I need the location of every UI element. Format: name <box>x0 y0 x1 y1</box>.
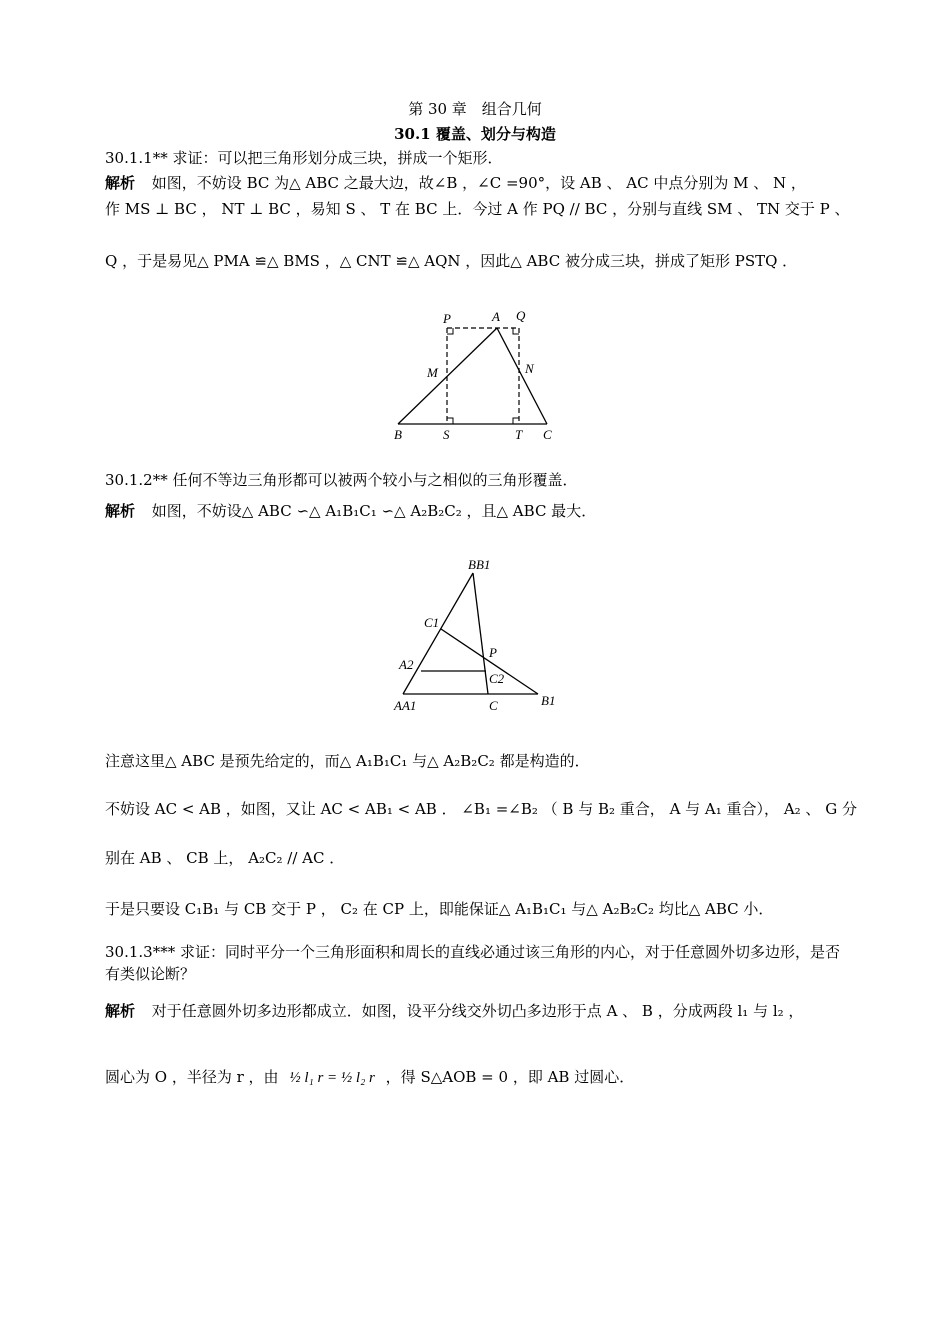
solution-30-1-2-line-5: 于是只要设 C₁B₁ 与 CB 交于 P ， C₂ 在 CP 上，即能保证△ A₁B₁C₁ 与△ A₂B₂C₂ 均比△ ABC 小． <box>105 900 774 918</box>
solution-text: 如图，不妨设 BC 为△ ABC 之最大边，故∠B ，∠C =90°，设 AB 、 AC 中点分别为 M 、 N ， <box>151 174 806 192</box>
solution-label: 解析 <box>105 174 136 192</box>
chapter-title: 第 30 章 组合几何 <box>408 100 542 118</box>
label-c1: C1 <box>424 615 440 630</box>
solution-30-1-2-line-4: 别在 AB 、 CB 上， A₂C₂ // AC ． <box>105 849 345 867</box>
solution-30-1-3-line-1 <box>105 1000 850 1022</box>
solution-text: 对于任意圆外切多边形都成立．如图，设平分线交外切凸多边形于点 A 、 B ，分成两段 l₁ 与 l₂ ， <box>151 1002 804 1020</box>
solution-30-1-2-line-1 <box>105 500 850 522</box>
side-ab <box>403 573 473 694</box>
solution-text-a: 圆心为 O ，半径为 r ，由 <box>105 1068 279 1086</box>
label-s: S <box>443 427 450 442</box>
label-n: N <box>525 361 534 376</box>
label-c: C <box>543 427 552 442</box>
solution-30-1-1-line-1 <box>105 172 850 194</box>
label-bb1 <box>468 557 490 572</box>
label-p: P <box>443 311 451 326</box>
label-b: B <box>394 427 402 442</box>
figure-triangle-rectangle <box>385 305 565 445</box>
problem-30-1-2: 30.1.2** 任何不等边三角形都可以被两个较小与之相似的三角形覆盖． <box>105 471 578 489</box>
solution-30-1-3-line-2 <box>105 1066 850 1089</box>
solution-30-1-1-line-3: Q ，于是易见△ PMA ≌△ BMS ，△ CNT ≌△ AQN ，因此△ ABC 被分成三块，拼成了矩形 PSTQ ． <box>105 252 798 270</box>
side-bc <box>473 573 488 694</box>
label-p: P <box>489 645 497 660</box>
solution-label: 解析 <box>105 502 136 520</box>
section-title: 30.1 覆盖、划分与构造 <box>394 125 556 143</box>
label-a: A <box>492 309 500 324</box>
label-aa1: AA1 <box>394 698 417 713</box>
problem-30-1-1: 30.1.1** 求证：可以把三角形划分成三块，拼成一个矩形． <box>105 149 503 167</box>
solution-30-1-1-line-2: 作 MS ⊥ BC ， NT ⊥ BC ，易知 S 、 T 在 BC 上．今过 A 作 PQ // BC ，分别与直线 SM 、 TN 交于 P 、 <box>105 200 850 218</box>
solution-label: 解析 <box>105 1002 136 1020</box>
label-c2: C2 <box>489 671 505 686</box>
solution-text: 如图，不妨设△ ABC ∽△ A₁B₁C₁ ∽△ A₂B₂C₂ ，且△ ABC 最大． <box>151 502 597 520</box>
equation: ½ l₁ r = ½ l₂ r <box>289 1070 375 1086</box>
solution-30-1-2-line-2: 注意这里△ ABC 是预先给定的，而△ A₁B₁C₁ 与△ A₂B₂C₂ 都是构造的． <box>105 752 590 770</box>
figure-similar-triangles <box>388 553 568 718</box>
label-a2: A2 <box>399 657 414 672</box>
label-b1: B1 <box>541 693 556 708</box>
solution-30-1-2-line-3: 不妨设 AC < AB ，如图，又让 AC < AB₁ < AB ． ∠B₁ =∠B₂ （ B 与 B₂ 重合， A 与 A₁ 重合）， A₂ 、 G 分 <box>105 800 857 818</box>
problem-30-1-3: 30.1.3*** 求证：同时平分一个三角形面积和周长的直线必通过该三角形的内心，对于任意圆外切多边形，是否有类似论断？ <box>105 943 840 983</box>
label-c: C <box>489 698 498 713</box>
solution-text-b: ，得 S△AOB = 0 ，即 AB 过圆心． <box>385 1068 635 1086</box>
label-t: T <box>515 427 523 442</box>
label-m: M <box>427 365 438 380</box>
side-ac <box>497 328 547 424</box>
label-bb1-main: BB1 <box>468 557 491 572</box>
label-q: Q <box>516 308 526 323</box>
